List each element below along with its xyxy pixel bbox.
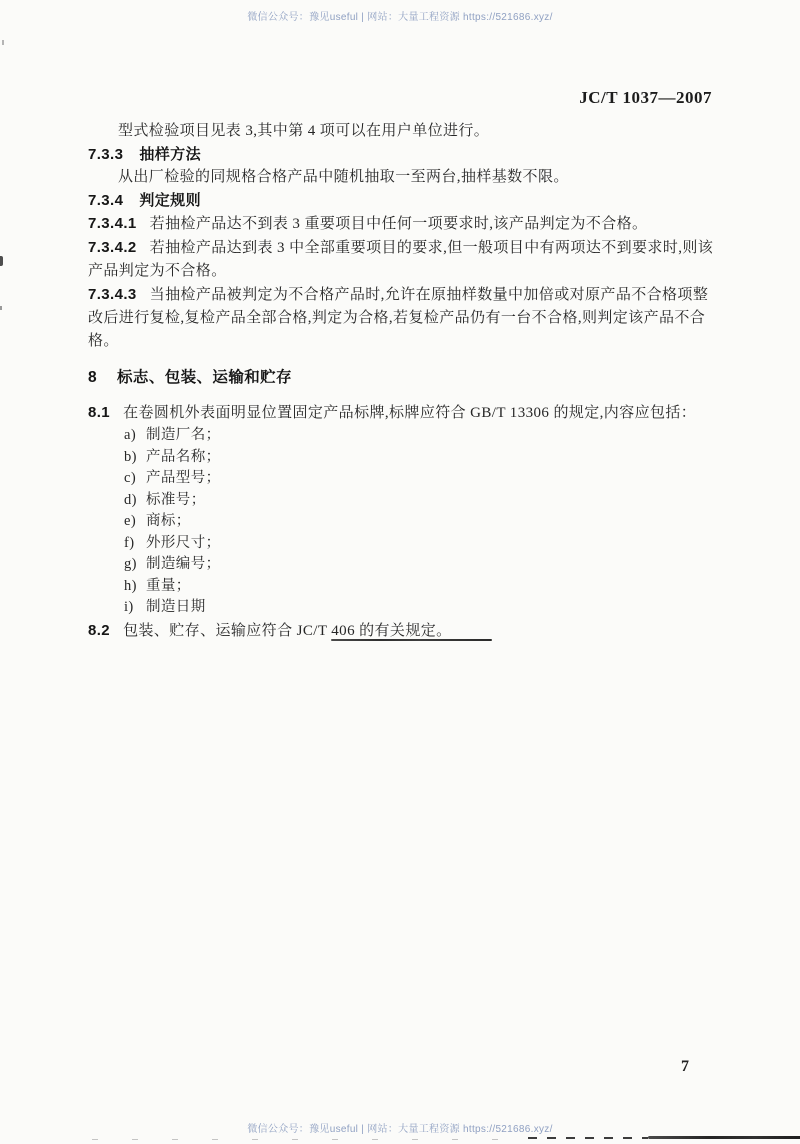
standard-number: JC/T 1037—2007 bbox=[579, 88, 712, 107]
list-item bbox=[88, 490, 718, 512]
watermark-bottom: 微信公众号：豫见useful | 网站：大量工程资源 https://521686.xyz/ bbox=[247, 1124, 553, 1135]
clause-number: 8.1 bbox=[88, 404, 111, 421]
scan-speck-left bbox=[2, 40, 4, 45]
list-item bbox=[88, 468, 718, 490]
clause-8-1 bbox=[88, 401, 718, 425]
clause-7-3-4-2 bbox=[88, 236, 718, 283]
list-item bbox=[88, 425, 718, 447]
list-text: 制造编号； bbox=[146, 556, 221, 572]
paragraph-type-inspection: 型式检验项目见表 3,其中第 4 项可以在用户单位进行。 bbox=[118, 123, 490, 139]
scan-bottom-edge-solid-mark bbox=[648, 1136, 800, 1139]
clause-number: 7.3.4 bbox=[88, 192, 124, 209]
clause-title: 判定规则 bbox=[139, 192, 201, 209]
clause-text: 包装、贮存、运输应符合 JC/T 406 的有关规定。 bbox=[123, 622, 452, 639]
heading-7-3-3 bbox=[88, 143, 718, 166]
paragraph-7-3-3: 从出厂检验的同规格合格产品中随机抽取一至两台,抽样基数不限。 bbox=[118, 169, 569, 185]
list-text: 重量； bbox=[146, 577, 191, 594]
list-item bbox=[88, 554, 718, 576]
list-text: 制造厂名； bbox=[146, 427, 221, 443]
end-of-text-divider bbox=[331, 639, 492, 641]
watermark-top: 微信公众号：豫见useful | 网站：大量工程资源 https://521686.xyz/ bbox=[247, 12, 553, 23]
list-marker: a) bbox=[124, 427, 137, 443]
nameplate-content-list bbox=[88, 425, 718, 619]
list-marker: h) bbox=[124, 577, 137, 594]
list-item bbox=[88, 447, 718, 469]
list-item bbox=[88, 597, 718, 619]
clause-text: 若抽检产品达到表 3 中全部重要项目的要求,但一般项目中有两项达不到要求时,则该产品判定为不合格。 bbox=[88, 240, 714, 279]
list-item bbox=[88, 533, 718, 555]
clause-7-3-4-3 bbox=[88, 283, 718, 353]
list-marker: i) bbox=[124, 599, 134, 615]
list-text: 产品型号； bbox=[146, 470, 221, 486]
page-number: 7 bbox=[681, 1058, 689, 1075]
list-marker: g) bbox=[124, 556, 137, 572]
scan-bottom-edge-light-marks bbox=[92, 1139, 522, 1140]
list-text: 制造日期 bbox=[146, 599, 206, 615]
scan-speck-left bbox=[0, 256, 3, 266]
list-text: 商标； bbox=[146, 513, 191, 529]
clause-number: 7.3.4.3 bbox=[88, 286, 137, 303]
document-body bbox=[88, 120, 718, 643]
clause-title: 抽样方法 bbox=[139, 146, 201, 163]
list-text: 外形尺寸； bbox=[146, 534, 221, 551]
clause-text: 在卷圆机外表面明显位置固定产品标牌,标牌应符合 GB/T 13306 的规定,内容应包括： bbox=[123, 405, 697, 421]
heading-7-3-4 bbox=[88, 189, 718, 212]
section-title: 标志、包装、运输和贮存 bbox=[117, 369, 292, 386]
clause-number: 7.3.3 bbox=[88, 146, 124, 163]
list-item bbox=[88, 511, 718, 533]
clause-number: 7.3.4.1 bbox=[88, 215, 137, 232]
list-text: 标准号； bbox=[146, 491, 206, 508]
scan-speck-left bbox=[0, 306, 2, 310]
list-marker: c) bbox=[124, 470, 137, 486]
heading-section-8 bbox=[88, 366, 718, 389]
list-marker: d) bbox=[124, 491, 137, 508]
clause-text: 当抽检产品被判定为不合格产品时,允许在原抽样数量中加倍或对原产品不合格项整改后进行复检,复检产品全部合格,判定为合格,若复检产品仍有一台不合格,则判定该产品不合格。 bbox=[88, 287, 709, 349]
list-item bbox=[88, 576, 718, 598]
clause-number: 8.2 bbox=[88, 621, 111, 639]
list-marker: b) bbox=[124, 448, 137, 465]
clause-7-3-4-1 bbox=[88, 212, 718, 236]
section-number: 8 bbox=[88, 369, 98, 386]
list-marker: f) bbox=[124, 534, 135, 551]
list-marker: e) bbox=[124, 513, 137, 529]
list-text: 产品名称； bbox=[146, 448, 221, 465]
scan-bottom-edge-dark-dashes bbox=[528, 1137, 648, 1139]
clause-text: 若抽检产品达不到表 3 重要项目中任何一项要求时,该产品判定为不合格。 bbox=[149, 216, 648, 232]
clause-number: 7.3.4.2 bbox=[88, 239, 137, 256]
